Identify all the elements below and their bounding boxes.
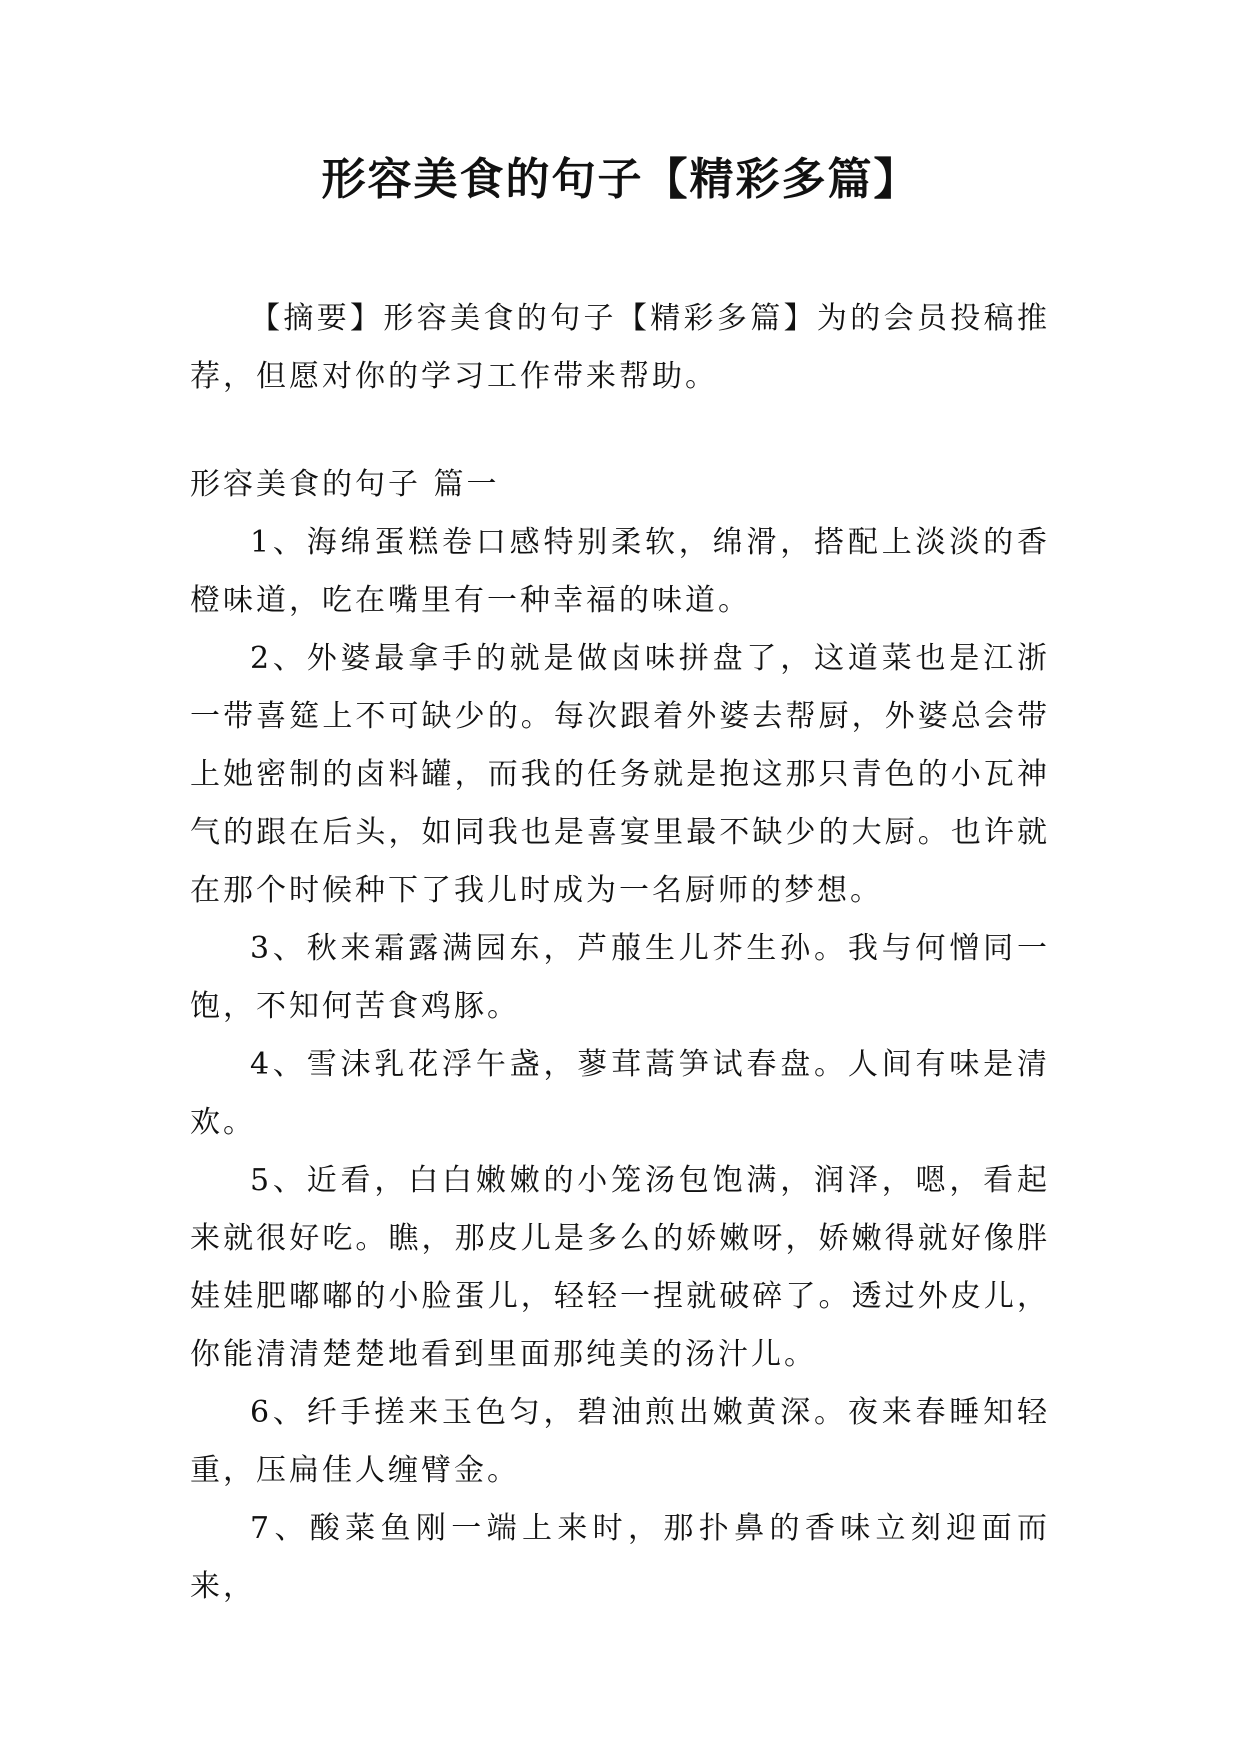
paragraph-5: 5、近看，白白嫩嫩的小笼汤包饱满，润泽，嗯，看起来就很好吃。瞧，那皮儿是多么的娇嫩呀，娇嫩得就好像胖娃娃肥嘟嘟的小脸蛋儿，轻轻一捏就破碎了。透过外皮儿，你能清清楚楚地看到里面那纯美的汤汁儿。 [190,1163,1050,1372]
section-heading: 形容美食的句子 篇一 [190,467,500,502]
paragraph-3: 3、秋来霜露满园东，芦菔生儿芥生孙。我与何憎同一饱，不知何苦食鸡豚。 [190,931,1050,1024]
document-body [190,290,1050,1616]
paragraph-7: 7、酸菜鱼刚一端上来时，那扑鼻的香味立刻迎面而来， [190,1511,1050,1604]
paragraph-1: 1、海绵蛋糕卷口感特别柔软，绵滑，搭配上淡淡的香橙味道，吃在嘴里有一种幸福的味道。 [190,525,1050,618]
paragraph-6: 6、纤手搓来玉色匀，碧油煎出嫩黄深。夜来春睡知轻重，压扁佳人缠臂金。 [190,1395,1050,1488]
paragraph-2: 2、外婆最拿手的就是做卤味拼盘了，这道菜也是江浙一带喜筵上不可缺少的。每次跟着外婆去帮厨，外婆总会带上她密制的卤料罐，而我的任务就是抱这那只青色的小瓦神气的跟在后头，如同我也是喜宴里最不缺少的大厨。也许就在那个时候种下了我儿时成为一名厨师的梦想。 [190,641,1050,908]
paragraph-4: 4、雪沫乳花浮午盏，蓼茸蒿笋试春盘。人间有味是清欢。 [190,1047,1050,1140]
abstract-paragraph: 【摘要】形容美食的句子【精彩多篇】为的会员投稿推荐，但愿对你的学习工作带来帮助。 [190,301,1050,394]
document-title: 形容美食的句子【精彩多篇】 [321,154,920,205]
